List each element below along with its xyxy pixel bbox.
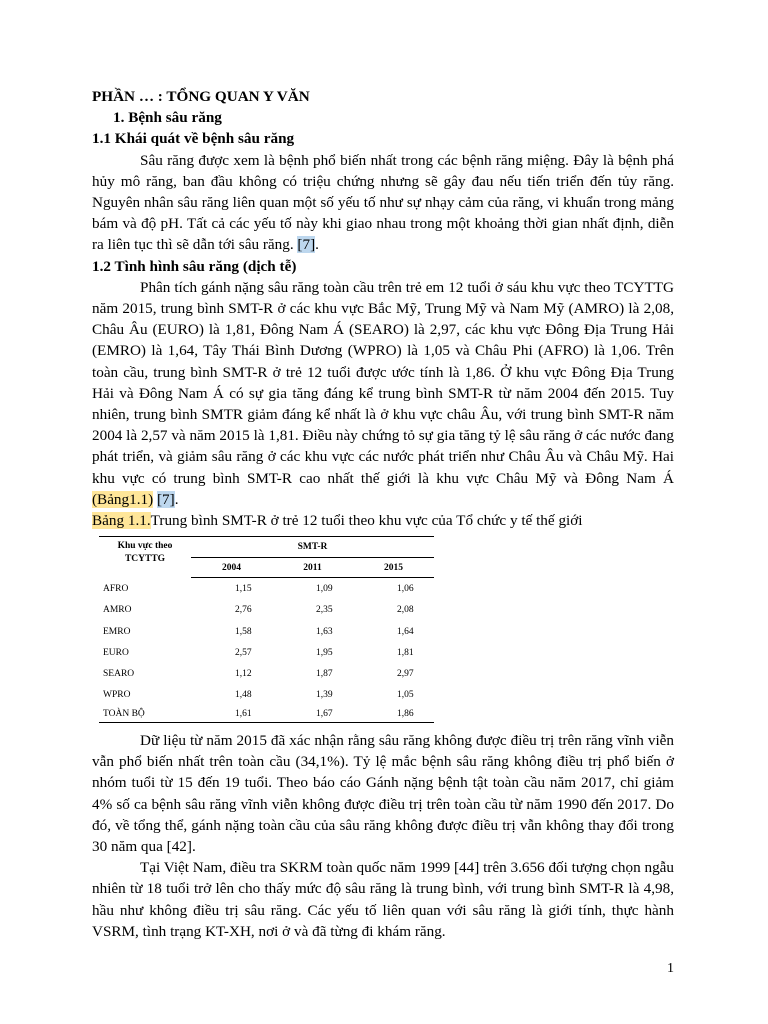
table-caption xyxy=(92,510,674,531)
table-ref: (Bảng1.1) xyxy=(92,490,154,508)
value-cell: 1,05 xyxy=(397,690,414,701)
table-row xyxy=(99,642,434,663)
table-caption-label: Bảng 1.1. xyxy=(92,512,151,530)
smt-table xyxy=(99,536,434,723)
value-cell: 1,67 xyxy=(272,706,353,723)
value-cell: 1,15 xyxy=(235,583,252,594)
table-row xyxy=(99,578,434,600)
page-number: 1 xyxy=(667,961,674,976)
table-row xyxy=(99,706,434,723)
value-cell: 1,81 xyxy=(397,647,414,658)
section-heading-1-2: 1.2 Tình hình sâu răng (dịch tễ) xyxy=(92,257,297,275)
value-cell: 1,58 xyxy=(235,626,252,637)
table-row xyxy=(99,685,434,706)
table-row xyxy=(99,600,434,621)
region-header: Khu vực theo TCYTTG xyxy=(99,537,191,578)
year-header: 2004 xyxy=(191,558,272,578)
value-cell: 1,87 xyxy=(316,669,333,680)
value-cell: 2,76 xyxy=(235,605,252,616)
part-title: PHẦN … : TỔNG QUAN Y VĂN xyxy=(92,88,310,105)
value-cell: 1,61 xyxy=(191,706,272,723)
year-header: 2015 xyxy=(353,558,434,578)
paragraph-epidemiology xyxy=(92,277,674,510)
section-heading-1-1: 1.1 Khái quát về bệnh sâu răng xyxy=(92,130,295,148)
smt-table-container xyxy=(99,536,434,723)
value-cell: 1,95 xyxy=(316,647,333,658)
table-row xyxy=(99,621,434,642)
document-body xyxy=(92,86,674,942)
citation-ref: [7] xyxy=(156,490,175,508)
region-cell: TOÀN BỘ xyxy=(99,706,191,723)
value-cell: 2,08 xyxy=(397,605,414,616)
citation-ref: [7] xyxy=(297,236,316,254)
value-cell: 1,09 xyxy=(316,583,333,594)
region-cell: WPRO xyxy=(103,690,131,701)
paragraph-end: . xyxy=(174,490,179,508)
value-cell: 1,64 xyxy=(397,626,414,637)
region-cell: AFRO xyxy=(103,583,129,594)
paragraph-end: . xyxy=(315,236,319,254)
value-cell: 2,97 xyxy=(397,669,414,680)
paragraph-overview-text: Sâu răng được xem là bệnh phổ biến nhất trong các bệnh răng miệng. Đây là bệnh phá hủy mô răng, ban đầu không có triệu chứng nhưng sẽ gây đau nếu tiến triển đến tủy răng. Nguyên nhân sâu răng liên quan một số yếu tố như sự nhạy cảm của răng, vi khuẩn trong mảng bám và độ pH. Tất cả các yếu tố này khi giao nhau trong một khoảng thời gian nhất định, diễn ra liên tục thì sẽ dẫn tới sâu răng. xyxy=(92,151,674,254)
region-cell: AMRO xyxy=(103,605,132,616)
value-cell: 1,12 xyxy=(235,669,252,680)
value-cell: 1,63 xyxy=(316,626,333,637)
region-cell: SEARO xyxy=(103,669,135,680)
paragraph-epidemiology-text: Phân tích gánh nặng sâu răng toàn cầu trên trẻ em 12 tuổi ở sáu khu vực theo TCYTTG năm 2015, trung bình SMT-R ở các khu vực Bắc Mỹ, Trung Mỹ và Nam Mỹ (AMRO) là 2,08, Châu Âu (EURO) là 1,81, Đông Nam Á (SEARO) là 2,97, các khu vực Đông Địa Trung Hải (EMRO) là 1,64, Tây Thái Bình Dương (WPRO) là 1,05 và Châu Phi (AFRO) là 1,06. Trên toàn cầu, trung bình SMT-R ở trẻ 12 tuổi được ước tính là 1,86. Ở khu vực Đông Địa Trung Hải và Đông Nam Á có sự gia tăng đáng kể trung bình SMT-R từ năm 2004 đến 2015. Tuy nhiên, trung bình SMTR giảm đáng kể nhất là ở khu vực châu Âu, với trung bình SMT-R năm 2004 là 2,57 và năm 2015 là 1,81. Điều này chứng tỏ sự gia tăng tỷ lệ sâu răng ở các nước đang phát triển, và giảm sâu răng ở các khu vực các nước phát triển như Châu Âu và Châu Mỹ. Hai khu vực có trung bình SMT-R cao nhất thế giới là khu vực Châu Mỹ và Đông Nam Á xyxy=(92,278,674,487)
paragraph-overview xyxy=(92,150,674,256)
value-cell: 2,57 xyxy=(235,647,252,658)
value-cell: 1,48 xyxy=(235,690,252,701)
section-heading-1: 1. Bệnh sâu răng xyxy=(113,109,222,127)
metric-header: SMT-R xyxy=(191,537,434,558)
table-row xyxy=(99,663,434,684)
paragraph-untreated-caries: Dữ liệu từ năm 2015 đã xác nhận rằng sâu răng không được điều trị trên răng vĩnh viễn vẫn phổ biến nhất trên toàn cầu (34,1%). Tỷ lệ mắc bệnh sâu răng không điều trị phổ biến ở nhóm tuổi từ 15 đến 19 tuổi. Theo báo cáo Gánh nặng bệnh tật toàn cầu năm 2017, chỉ giảm 4% số ca bệnh sâu răng vĩnh viễn không được điều trị trên toàn cầu từ năm 1990 đến 2017. Do đó, về tổng thể, gánh nặng toàn cầu của sâu răng không được điều trị vẫn không thay đổi trong 30 năm qua [42]. xyxy=(92,732,674,856)
value-cell: 1,86 xyxy=(353,706,434,723)
region-cell: EURO xyxy=(103,647,129,658)
year-header: 2011 xyxy=(272,558,353,578)
value-cell: 2,35 xyxy=(316,605,333,616)
table-caption-text: Trung bình SMT-R ở trẻ 12 tuổi theo khu vực của Tổ chức y tế thế giới xyxy=(150,512,583,530)
value-cell: 1,06 xyxy=(397,583,414,594)
value-cell: 1,39 xyxy=(316,690,333,701)
region-cell: EMRO xyxy=(103,626,131,637)
paragraph-vietnam: Tại Việt Nam, điều tra SKRM toàn quốc năm 1999 [44] trên 3.656 đối tượng chọn ngẫu nhiên từ 18 tuổi trở lên cho thấy mức độ sâu răng là trung bình, với trung bình SMT-R là 4,98, hầu như không điều trị sâu răng. Các yếu tố liên quan với sâu răng là giới tính, thực hành VSRM, tình trạng KT-XH, nơi ở và đã từng đi khám răng. xyxy=(92,859,674,940)
